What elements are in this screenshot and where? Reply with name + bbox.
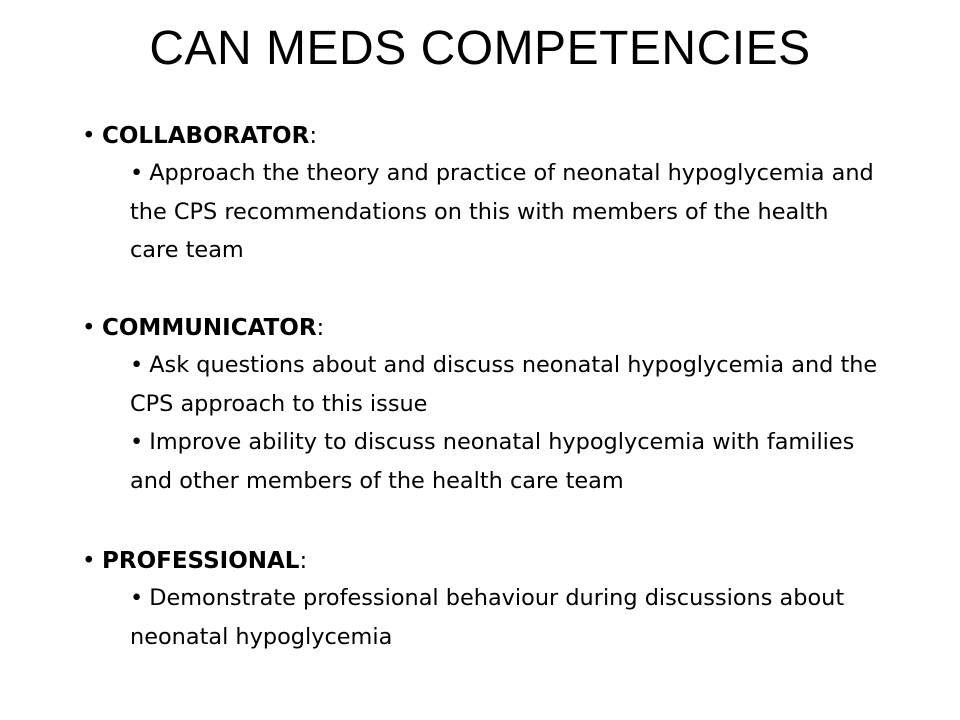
section-communicator	[82, 310, 882, 500]
bullet-icon: •	[82, 315, 96, 341]
list-item-text-wrapper	[130, 579, 882, 656]
list-item-text-wrapper	[130, 154, 882, 270]
list-item	[130, 154, 882, 270]
heading-colon: :	[309, 123, 318, 149]
bullet-icon: •	[130, 352, 144, 378]
bullet-icon: •	[82, 123, 96, 149]
bullet-icon: •	[130, 585, 144, 611]
list-item-text: Approach the theory and practice of neonatal hypoglycemia and the CPS recommendations on this with members of the health care team	[130, 160, 874, 263]
list-item-text: Demonstrate professional behaviour during discussions about neonatal hypoglycemia	[130, 585, 845, 650]
section-professional	[82, 543, 882, 656]
slide-title: CAN MEDS COMPETENCIES	[149, 22, 811, 75]
list-item-text-wrapper	[130, 346, 882, 423]
section-heading: PROFESSIONAL	[102, 548, 300, 574]
heading-colon: :	[299, 548, 308, 574]
list-item	[130, 346, 882, 423]
heading-colon: :	[316, 315, 325, 341]
bullet-icon: •	[82, 548, 96, 574]
bullet-icon: •	[130, 160, 144, 186]
section-heading: COLLABORATOR	[102, 123, 310, 149]
list-item-text: Improve ability to discuss neonatal hypoglycemia with families and other members of the health care team	[130, 429, 855, 494]
section-collaborator	[82, 118, 882, 270]
list-item-text-wrapper	[130, 423, 882, 500]
list-item	[130, 423, 882, 500]
section-heading: COMMUNICATOR	[102, 315, 317, 341]
section-heading-row	[82, 118, 882, 154]
section-heading-row	[82, 543, 882, 579]
section-heading-row	[82, 310, 882, 346]
bullet-icon: •	[130, 429, 144, 455]
list-item	[130, 579, 882, 656]
list-item-text: Ask questions about and discuss neonatal hypoglycemia and the CPS approach to this issue	[130, 352, 878, 417]
